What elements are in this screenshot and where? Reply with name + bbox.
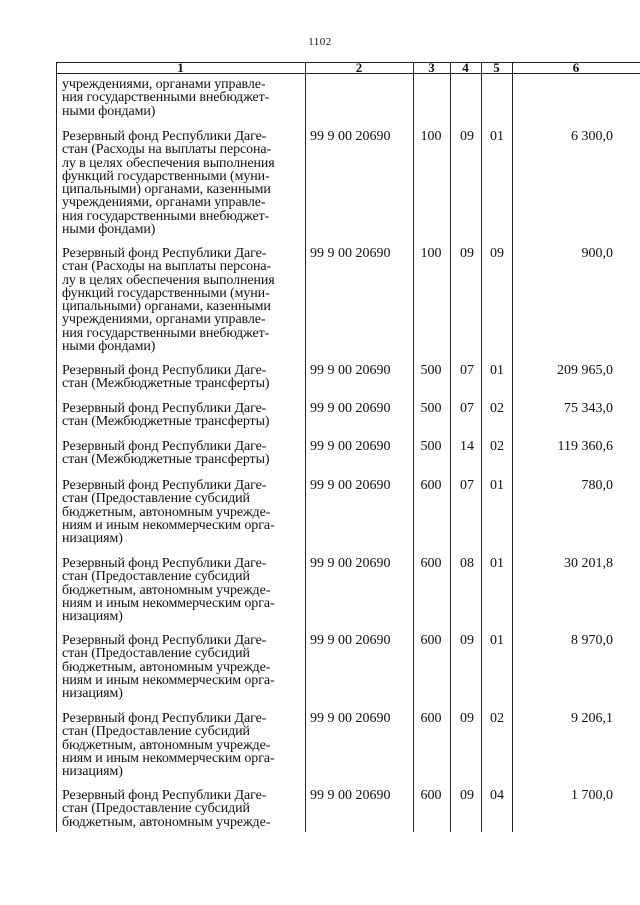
description-line: ными фондами) (62, 339, 156, 355)
description-line: Резервный фонд Республики Даге- (62, 556, 267, 571)
description-line: функций государственными (муни- (62, 285, 270, 301)
row-amount: 9 206,1 (571, 711, 613, 726)
column-divider (305, 62, 306, 832)
description-line: бюджетным, автономным учрежде- (62, 659, 271, 675)
row-subsection: 02 (490, 711, 504, 726)
description-line: лу в целях обеспечения выполнения (62, 155, 275, 171)
row-code: 99 9 00 20690 (310, 129, 391, 144)
row-section: 07 (460, 363, 474, 378)
description-line: Резервный фонд Республики Даге- (62, 246, 267, 261)
row-description (62, 440, 300, 467)
row-amount: 119 360,6 (557, 439, 613, 454)
row-amount: 30 201,8 (564, 556, 613, 571)
description-line: стан (Межбюджетные трансферты) (62, 414, 270, 430)
row-code: 99 9 00 20690 (310, 633, 391, 648)
description-line: Резервный фонд Республики Даге- (62, 401, 267, 416)
description-line: бюджетным, автономным учрежде- (62, 737, 271, 753)
row-code: 99 9 00 20690 (310, 478, 391, 493)
row-section: 09 (460, 246, 474, 261)
row-section: 07 (460, 401, 474, 416)
column-header-6: 6 (572, 60, 580, 75)
description-line: Резервный фонд Республики Даге- (62, 478, 267, 493)
row-subsection: 02 (490, 439, 504, 454)
row-section: 07 (460, 478, 474, 493)
row-subsection: 01 (490, 363, 504, 378)
column-divider (56, 62, 57, 832)
description-line: Резервный фонд Республики Даге- (62, 711, 267, 726)
description-line: ниям и иным некоммерческим орга- (62, 595, 275, 611)
description-line: стан (Расходы на выплаты персона- (62, 259, 272, 275)
column-header-2: 2 (355, 60, 363, 75)
column-divider (450, 62, 451, 832)
row-subsection: 01 (490, 633, 504, 648)
row-description (62, 789, 300, 829)
description-line: лу в целях обеспечения выполнения (62, 272, 275, 288)
description-line: бюджетным, автономным учрежде- (62, 814, 271, 830)
row-subsection: 01 (490, 478, 504, 493)
description-line: стан (Предоставление субсидий (62, 801, 250, 817)
description-line: бюджетным, автономным учрежде- (62, 504, 271, 520)
row-subsection: 01 (490, 556, 504, 571)
row-amount: 209 965,0 (557, 363, 613, 378)
row-type-code: 600 (420, 711, 442, 726)
description-line: стан (Межбюджетные трансферты) (62, 452, 270, 468)
row-amount: 900,0 (581, 246, 613, 261)
row-description (62, 634, 300, 700)
row-type-code: 100 (420, 129, 442, 144)
column-header-5: 5 (493, 60, 500, 75)
row-code: 99 9 00 20690 (310, 556, 391, 571)
description-line: ными фондами) (62, 103, 156, 119)
description-line: низациям) (62, 686, 123, 702)
row-description (62, 479, 300, 545)
row-description (62, 364, 300, 391)
description-line: ния государственными внебюджет- (62, 325, 270, 341)
row-type-code: 500 (420, 439, 442, 454)
row-type-code: 600 (420, 788, 442, 803)
description-line: ципальными) органами, казенными (62, 299, 271, 315)
description-line: Резервный фонд Республики Даге- (62, 788, 267, 803)
description-line: функций государственными (муни- (62, 168, 270, 184)
row-description (62, 712, 300, 778)
description-line: ния государственными внебюджет- (62, 90, 270, 106)
description-line: Резервный фонд Республики Даге- (62, 439, 267, 454)
description-line: ниям и иным некоммерческим орга- (62, 672, 275, 688)
description-line: Резервный фонд Республики Даге- (62, 633, 267, 648)
description-line: ниям и иным некоммерческим орга- (62, 750, 275, 766)
column-divider (413, 62, 414, 832)
description-line: стан (Расходы на выплаты персона- (62, 142, 272, 158)
description-line: учреждениями, органами управле- (62, 77, 266, 92)
row-amount: 1 700,0 (571, 788, 613, 803)
row-code: 99 9 00 20690 (310, 363, 391, 378)
description-line: Резервный фонд Республики Даге- (62, 129, 267, 144)
row-section: 09 (460, 633, 474, 648)
description-line: стан (Межбюджетные трансферты) (62, 376, 270, 392)
row-code: 99 9 00 20690 (310, 401, 391, 416)
description-line: Резервный фонд Республики Даге- (62, 363, 267, 378)
row-code: 99 9 00 20690 (310, 439, 391, 454)
description-line: учреждениями, органами управле- (62, 195, 266, 211)
description-line: низациям) (62, 764, 123, 780)
row-description (62, 78, 300, 118)
row-description (62, 557, 300, 623)
row-section: 08 (460, 556, 474, 571)
row-description (62, 402, 300, 429)
description-line: стан (Предоставление субсидий (62, 646, 250, 662)
column-divider (512, 62, 513, 832)
row-subsection: 04 (490, 788, 504, 803)
description-line: бюджетным, автономным учрежде- (62, 582, 271, 598)
row-amount: 8 970,0 (571, 633, 613, 648)
row-subsection: 09 (490, 246, 504, 261)
row-section: 09 (460, 129, 474, 144)
row-section: 09 (460, 711, 474, 726)
row-amount: 75 343,0 (564, 401, 613, 416)
row-subsection: 01 (490, 129, 504, 144)
page-number: 1102 (308, 36, 332, 48)
description-line: стан (Предоставление субсидий (62, 569, 250, 585)
row-description (62, 130, 300, 236)
row-type-code: 500 (420, 363, 442, 378)
row-description (62, 247, 300, 353)
row-code: 99 9 00 20690 (310, 788, 391, 803)
row-amount: 780,0 (581, 478, 613, 493)
description-line: низациям) (62, 531, 123, 547)
column-header-4: 4 (462, 60, 469, 75)
description-line: ципальными) органами, казенными (62, 182, 271, 198)
description-line: ными фондами) (62, 222, 156, 238)
row-section: 09 (460, 788, 474, 803)
description-line: стан (Предоставление субсидий (62, 491, 250, 507)
row-code: 99 9 00 20690 (310, 711, 391, 726)
row-subsection: 02 (490, 401, 504, 416)
row-amount: 6 300,0 (571, 129, 613, 144)
description-line: учреждениями, органами управле- (62, 312, 266, 328)
description-line: низациям) (62, 609, 123, 625)
row-code: 99 9 00 20690 (310, 246, 391, 261)
description-line: стан (Предоставление субсидий (62, 724, 250, 740)
row-type-code: 500 (420, 401, 442, 416)
column-header-1: 1 (177, 60, 184, 75)
row-type-code: 600 (420, 633, 442, 648)
description-line: ниям и иным некоммерческим орга- (62, 517, 275, 533)
row-type-code: 100 (420, 246, 442, 261)
description-line: ния государственными внебюджет- (62, 208, 270, 224)
row-section: 14 (460, 439, 474, 454)
row-type-code: 600 (420, 556, 442, 571)
column-header-3: 3 (428, 60, 435, 75)
row-type-code: 600 (420, 478, 442, 493)
